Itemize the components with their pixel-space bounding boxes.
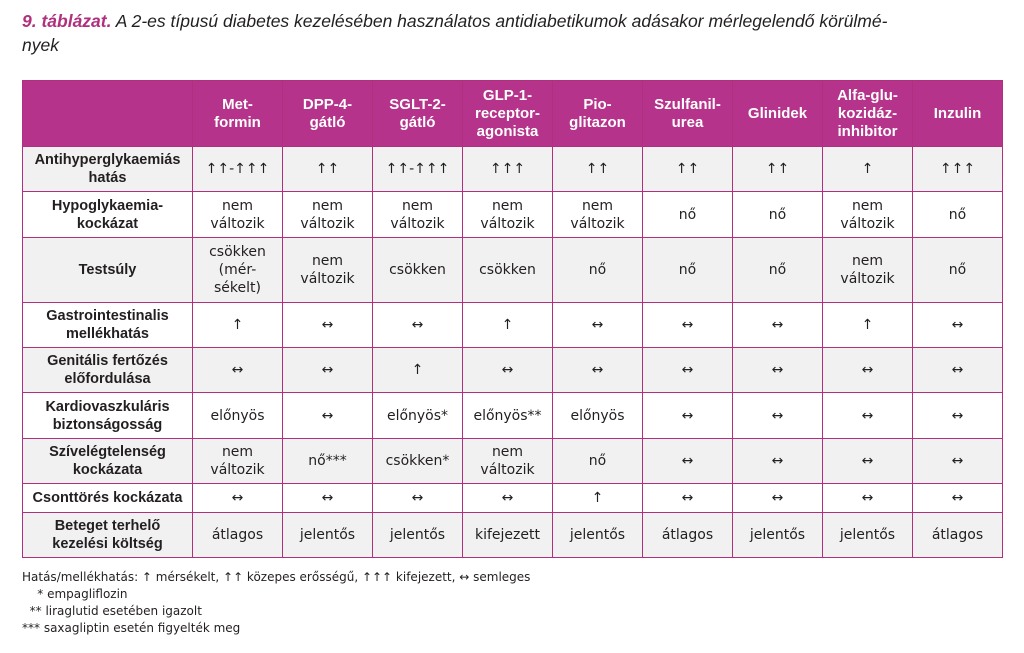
table-cell: ↑	[823, 302, 913, 347]
table-cell: ↔	[463, 347, 553, 392]
table-cell: jelentős	[733, 512, 823, 557]
table-cell: nő	[643, 192, 733, 237]
footnote-legend: Hatás/mellékhatás: ↑ mérsékelt, ↑↑ közepes erősségű, ↑↑↑ kifejezett, ↔ semleges	[22, 570, 531, 584]
header-dpp4: DPP-4- gátló	[283, 81, 373, 147]
table-number: 9. táblázat.	[22, 11, 112, 31]
table-cell: kifejezett	[463, 512, 553, 557]
table-caption	[22, 9, 1007, 57]
table-cell: nem változik	[373, 192, 463, 237]
header-sglt2: SGLT-2- gátló	[373, 81, 463, 147]
table-row	[23, 302, 1003, 347]
table-title: A 2-es típusú diabetes kezelésében használatos antidiabetikumok adásakor mérlegelendő körülmé- nyek	[22, 11, 888, 55]
row-label: Csonttörés kockázata	[23, 484, 193, 512]
table-cell: ↔	[913, 438, 1003, 483]
table-cell: ↑	[373, 347, 463, 392]
table-row	[23, 237, 1003, 302]
table-cell: csökken (mér- sékelt)	[193, 237, 283, 302]
table-cell: ↑↑	[643, 147, 733, 192]
table-row	[23, 192, 1003, 237]
table-footnotes	[22, 569, 530, 637]
table-cell: ↔	[643, 484, 733, 512]
row-label: Testsúly	[23, 237, 193, 302]
table-cell: ↔	[283, 484, 373, 512]
table-cell: ↔	[733, 484, 823, 512]
table-cell: csökken	[373, 237, 463, 302]
table-row	[23, 393, 1003, 438]
table-cell: ↔	[193, 484, 283, 512]
table-cell: ↑↑↑	[913, 147, 1003, 192]
table-cell: nem változik	[823, 237, 913, 302]
table-cell: nem változik	[463, 192, 553, 237]
table-cell: nem változik	[553, 192, 643, 237]
table-cell: ↔	[553, 347, 643, 392]
table-cell: ↔	[733, 393, 823, 438]
table-cell: nem változik	[463, 438, 553, 483]
table-row	[23, 438, 1003, 483]
header-glp1: GLP-1- receptor- agonista	[463, 81, 553, 147]
table-cell: jelentős	[823, 512, 913, 557]
table-cell: átlagos	[193, 512, 283, 557]
table-cell: jelentős	[553, 512, 643, 557]
table-cell: ↔	[913, 302, 1003, 347]
table-cell: ↑↑-↑↑↑	[373, 147, 463, 192]
table-cell: csökken	[463, 237, 553, 302]
table-cell: előnyös**	[463, 393, 553, 438]
table-cell: ↔	[553, 302, 643, 347]
table-cell: ↔	[643, 438, 733, 483]
table-cell: ↔	[283, 302, 373, 347]
table-cell: nő	[553, 237, 643, 302]
table-cell: jelentős	[283, 512, 373, 557]
table-cell: átlagos	[643, 512, 733, 557]
table-cell: ↑↑	[553, 147, 643, 192]
header-corner	[23, 81, 193, 147]
table-cell: ↑	[193, 302, 283, 347]
row-label: Beteget terhelő kezelési költség	[23, 512, 193, 557]
table-cell: nő	[733, 237, 823, 302]
table-cell: ↔	[373, 484, 463, 512]
table-cell: nem változik	[823, 192, 913, 237]
table-row	[23, 484, 1003, 512]
row-label: Genitális fertőzés előfordulása	[23, 347, 193, 392]
table-cell: jelentős	[373, 512, 463, 557]
footnote-3: *** saxagliptin esetén figyelték meg	[22, 621, 241, 635]
table-cell: ↑	[463, 302, 553, 347]
table-cell: ↑	[553, 484, 643, 512]
table-cell: ↔	[823, 484, 913, 512]
table-cell: nő	[643, 237, 733, 302]
table-cell: nő	[733, 192, 823, 237]
table-cell: ↔	[193, 347, 283, 392]
table-cell: ↔	[283, 393, 373, 438]
table-row	[23, 147, 1003, 192]
row-label: Antihyperglykaemiás hatás	[23, 147, 193, 192]
row-label: Gastrointestinalis mellékhatás	[23, 302, 193, 347]
row-label: Kardiovaszkuláris biztonságosság	[23, 393, 193, 438]
table-cell: ↑	[823, 147, 913, 192]
table-cell: ↔	[823, 347, 913, 392]
footnote-1: * empagliflozin	[22, 587, 128, 601]
table-cell: ↔	[823, 393, 913, 438]
header-pioglitazon: Pio- glitazon	[553, 81, 643, 147]
table-cell: nő	[913, 237, 1003, 302]
footnote-2: ** liraglutid esetében igazolt	[22, 604, 202, 618]
table-cell: ↔	[643, 393, 733, 438]
table-cell: előnyös	[193, 393, 283, 438]
table-cell: ↔	[733, 347, 823, 392]
table-cell: ↑↑-↑↑↑	[193, 147, 283, 192]
table-cell: nem változik	[193, 438, 283, 483]
table-cell: ↔	[643, 347, 733, 392]
header-alfa-glukozidaz: Alfa-glu- kozidáz- inhibitor	[823, 81, 913, 147]
table-cell: ↔	[913, 484, 1003, 512]
table-cell: nem változik	[283, 192, 373, 237]
table-row	[23, 347, 1003, 392]
table-cell: csökken*	[373, 438, 463, 483]
table-cell: nő***	[283, 438, 373, 483]
table-cell: ↑↑↑	[463, 147, 553, 192]
header-row	[23, 81, 1003, 147]
table-cell: nem változik	[193, 192, 283, 237]
table-cell: ↑↑	[733, 147, 823, 192]
table-cell: ↔	[283, 347, 373, 392]
table-cell: nő	[913, 192, 1003, 237]
table-cell: ↔	[913, 393, 1003, 438]
antidiabetic-table	[22, 80, 1003, 558]
table-cell: ↔	[463, 484, 553, 512]
row-label: Szívelégtelenség kockázata	[23, 438, 193, 483]
table-cell: ↔	[913, 347, 1003, 392]
header-metformin: Met- formin	[193, 81, 283, 147]
table-cell: nő	[553, 438, 643, 483]
table-cell: ↔	[733, 438, 823, 483]
table-cell: ↔	[823, 438, 913, 483]
table-cell: átlagos	[913, 512, 1003, 557]
table-cell: ↑↑	[283, 147, 373, 192]
header-inzulin: Inzulin	[913, 81, 1003, 147]
table-cell: előnyös*	[373, 393, 463, 438]
table-cell: ↔	[643, 302, 733, 347]
row-label: Hypoglykaemia- kockázat	[23, 192, 193, 237]
table-cell: előnyös	[553, 393, 643, 438]
table-cell: ↔	[373, 302, 463, 347]
header-glinidek: Glinidek	[733, 81, 823, 147]
table-cell: ↔	[733, 302, 823, 347]
table-cell: nem változik	[283, 237, 373, 302]
table-row	[23, 512, 1003, 557]
header-szulfanilurea: Szulfanil- urea	[643, 81, 733, 147]
